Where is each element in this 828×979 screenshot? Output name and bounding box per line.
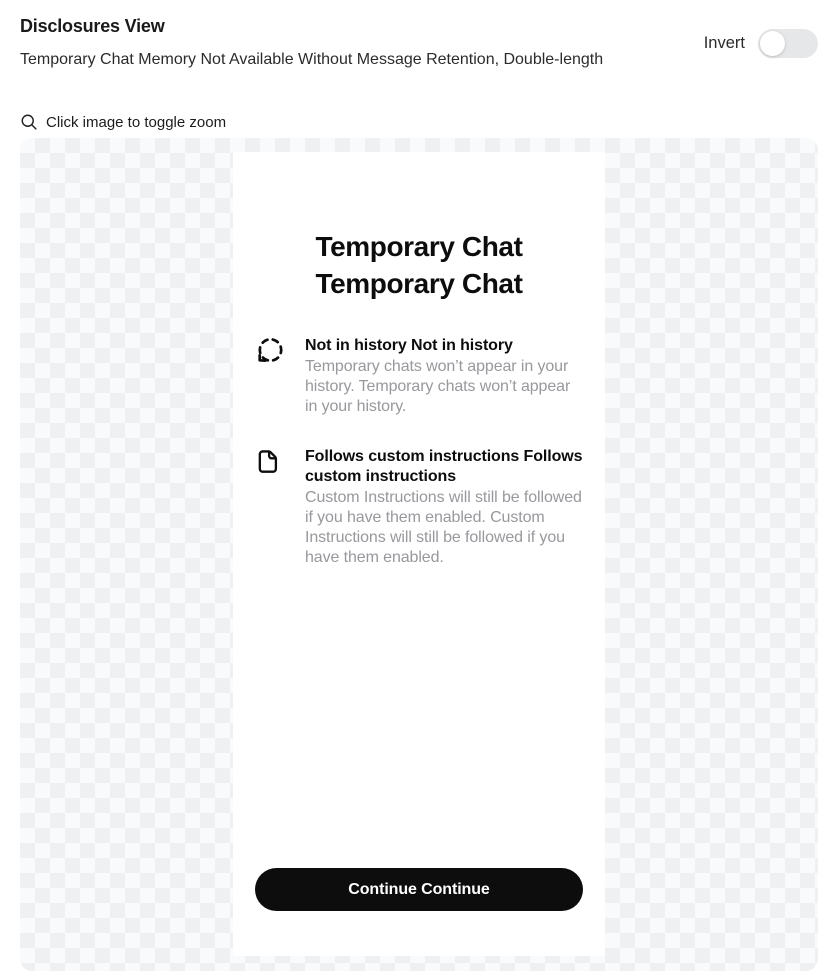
feature-body: Temporary chats won’t appear in your history. Temporary chats won’t appear in your history. bbox=[305, 358, 571, 415]
feature-title: Follows custom instructions Follows custom instructions bbox=[305, 448, 583, 485]
dashed-chat-bubble-icon bbox=[255, 336, 285, 366]
preview-image[interactable] bbox=[20, 138, 818, 971]
disclosure-card bbox=[233, 152, 605, 956]
toggle-knob bbox=[760, 31, 785, 56]
feature-title: Not in history Not in history bbox=[305, 337, 513, 354]
zoom-hint bbox=[20, 113, 226, 131]
card-heading: Temporary Chat Temporary Chat bbox=[315, 231, 523, 299]
feature-text bbox=[305, 336, 585, 417]
continue-button[interactable]: Continue Continue bbox=[255, 868, 583, 911]
feature-item-not-in-history bbox=[255, 336, 585, 417]
feature-list bbox=[233, 336, 605, 568]
magnifier-icon bbox=[20, 113, 38, 131]
document-icon bbox=[255, 447, 285, 476]
feature-text bbox=[305, 447, 585, 568]
invert-control bbox=[704, 29, 818, 58]
page-subtitle: Temporary Chat Memory Not Available Without Message Retention, Double-length bbox=[20, 51, 604, 68]
feature-item-custom-instructions bbox=[255, 447, 585, 568]
page-title: Disclosures View bbox=[20, 16, 165, 36]
feature-body: Custom Instructions will still be followed if you have them enabled. Custom Instructions will still be followed if you have them enabled. bbox=[305, 489, 582, 566]
invert-label: Invert bbox=[703, 34, 745, 52]
header bbox=[20, 16, 603, 69]
zoom-hint-label: Click image to toggle zoom bbox=[46, 113, 227, 131]
invert-toggle[interactable] bbox=[758, 29, 818, 58]
